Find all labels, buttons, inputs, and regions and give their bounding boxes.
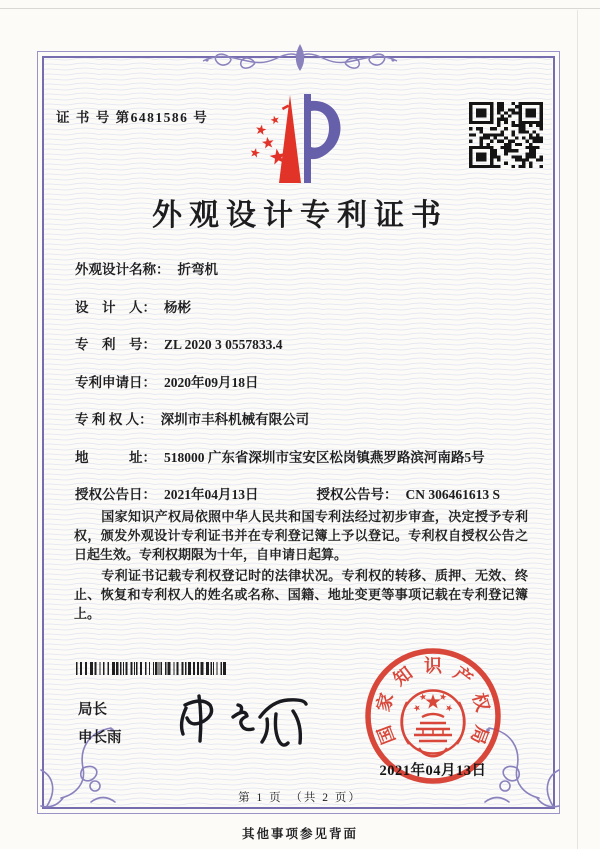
page-number: 第 1 页 （共 2 页） xyxy=(238,792,362,804)
seal-char: 知 xyxy=(389,662,417,690)
field-row-designer xyxy=(75,296,527,334)
certificate-fields xyxy=(75,258,527,521)
seal-char: 局 xyxy=(466,722,493,747)
top-flourish-ornament xyxy=(197,39,403,79)
field-label: 设 计 人： xyxy=(75,299,156,315)
back-side-note: 其他事项参见背面 xyxy=(241,827,358,841)
field-value: 518000 广东省深圳市宝安区松岗镇燕罗路滨河南路5号 xyxy=(164,449,485,465)
field-row-design-name xyxy=(75,258,527,296)
seal-char: 家 xyxy=(373,690,398,714)
field-label: 专 利 权 人： xyxy=(75,412,153,427)
field-value: 2021年04月13日 xyxy=(164,487,259,502)
field-value: ZL 2020 3 0557833.4 xyxy=(164,337,283,352)
field-value: CN 306461613 S xyxy=(405,487,501,502)
legal-paragraph-2: 专利证书记载专利权登记时的法律状况。专利权的转移、质押、无效、终止、恢复和专利权人的姓名或名称、国籍、地址变更等事项记载在专利登记簿上。 xyxy=(74,568,528,621)
field-label: 地 址： xyxy=(75,449,156,465)
field-row-patent-number xyxy=(75,333,527,371)
field-label: 外观设计名称： xyxy=(75,262,170,277)
issuer-name: 申长雨 xyxy=(78,730,122,746)
seal-char: 识 xyxy=(424,656,442,677)
legal-paragraph-1: 国家知识产权局依照中华人民共和国专利法经过初步审查，决定授予专利权，颁发外观设计专利证书并在专利登记簿上予以登记。专利权自授权公告之日起生效。专利权期限为十年，自申请日起算。 xyxy=(74,509,528,562)
scan-edge-line xyxy=(0,8,600,9)
field-value: 深圳市丰科机械有限公司 xyxy=(160,412,310,427)
field-value: 杨彬 xyxy=(164,299,191,315)
cnipa-logo-icon xyxy=(242,93,348,185)
qr-code xyxy=(469,102,543,168)
seal-char: 产 xyxy=(449,662,477,690)
field-row-address xyxy=(75,446,527,484)
field-row-filing-date xyxy=(75,371,527,409)
field-value: 2020年09月18日 xyxy=(164,374,259,390)
issuer-title: 局长 xyxy=(78,702,107,718)
seal-char: 权 xyxy=(468,690,493,714)
seal-char: 国 xyxy=(373,722,400,747)
field-value: 折弯机 xyxy=(177,262,218,277)
field-label: 授权公告号： xyxy=(316,487,398,502)
field-label: 专利申请日： xyxy=(75,374,156,390)
field-label: 专 利 号： xyxy=(75,337,156,352)
scan-edge-line xyxy=(577,10,578,849)
commissioner-signature xyxy=(172,668,332,768)
field-label: 授权公告日： xyxy=(75,487,156,502)
certificate-number: 证 书 号 第6481586 号 xyxy=(56,110,209,125)
legal-text xyxy=(74,507,528,625)
seal-date: 2021年04月13日 xyxy=(379,763,487,779)
certificate-title: 外观设计专利证书 xyxy=(152,199,448,232)
field-row-patentee xyxy=(75,408,527,446)
